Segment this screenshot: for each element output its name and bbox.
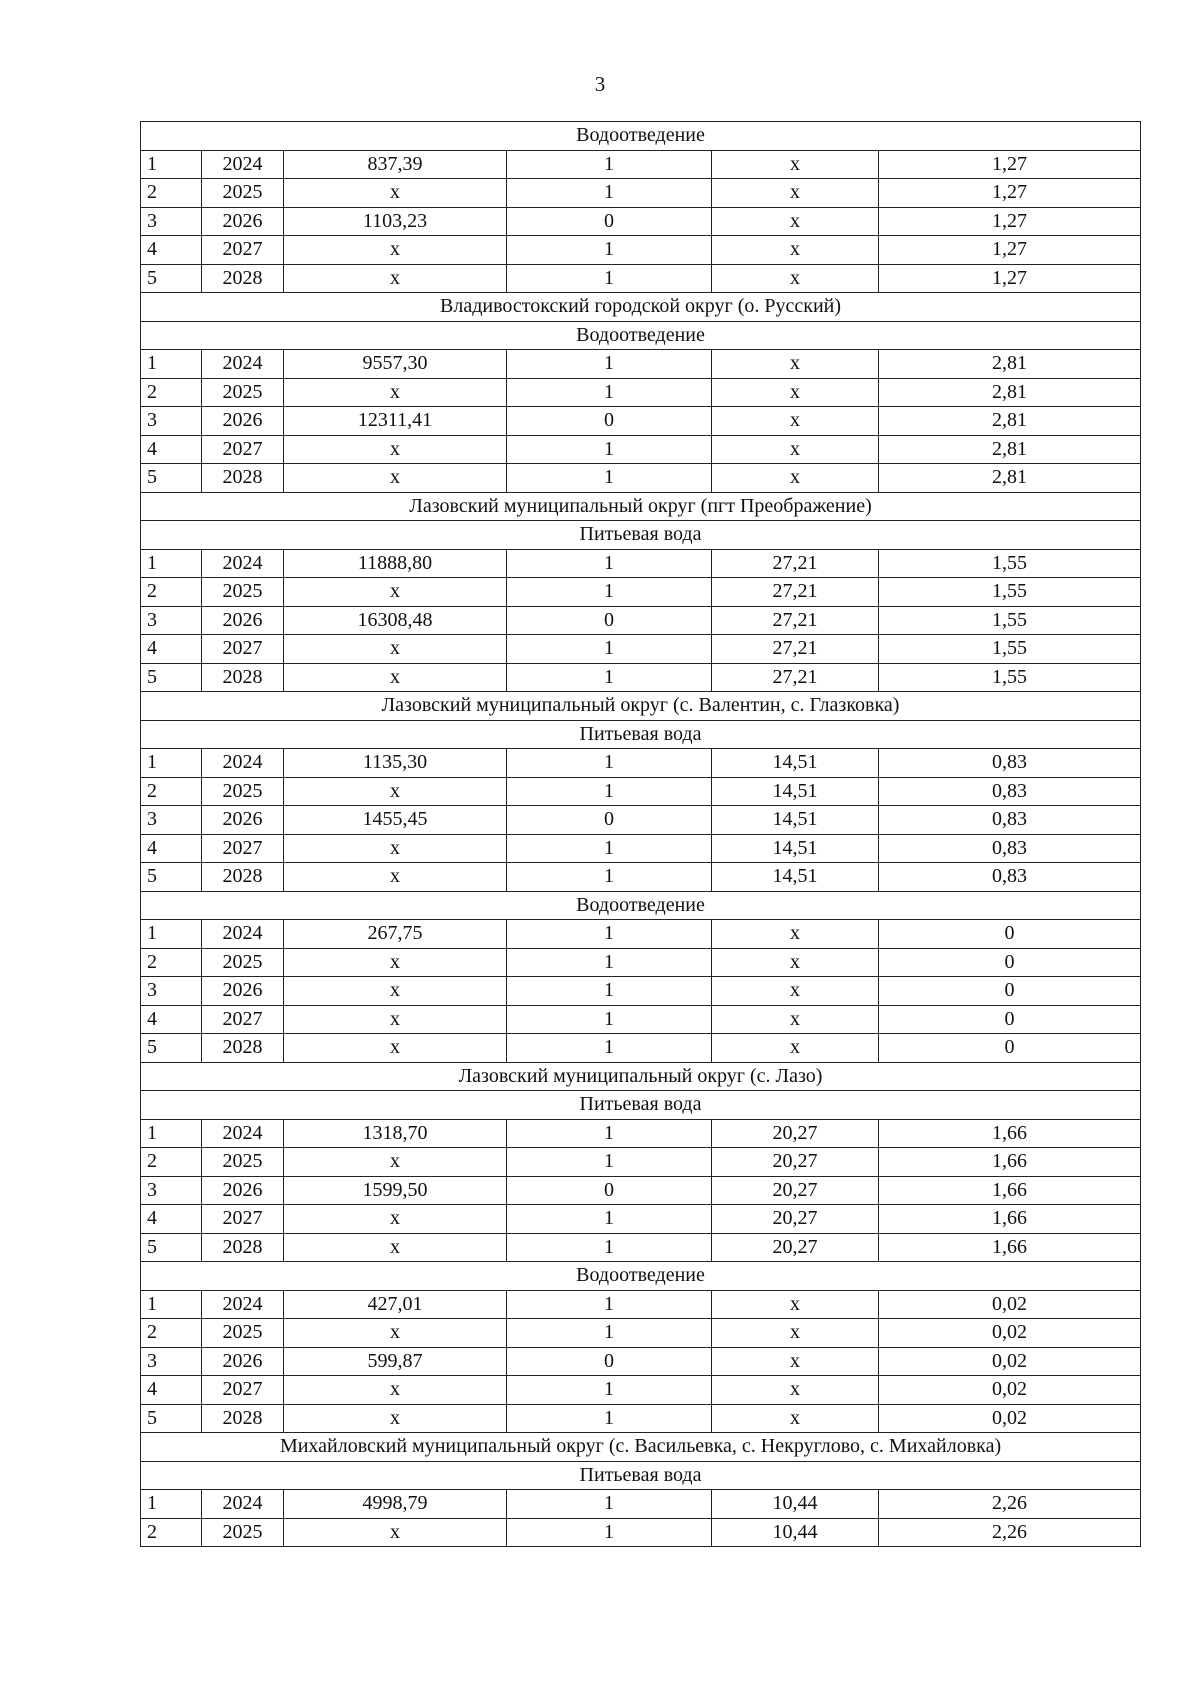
district-title: Лазовский муниципальный округ (с. Лазо) bbox=[141, 1062, 1141, 1091]
table-row bbox=[141, 1290, 1141, 1319]
table-row bbox=[141, 606, 1141, 635]
table-row bbox=[141, 378, 1141, 407]
row-number-cell: 5 bbox=[141, 663, 202, 692]
index-cell: 0,83 bbox=[879, 834, 1141, 863]
coefficient-cell: х bbox=[712, 179, 879, 208]
row-number-cell: 5 bbox=[141, 1233, 202, 1262]
row-number-cell: 2 bbox=[141, 578, 202, 607]
district-title: Лазовский муниципальный округ (пгт Преображение) bbox=[141, 492, 1141, 521]
coefficient-cell: х bbox=[712, 1290, 879, 1319]
service-title: Водоотведение bbox=[141, 1262, 1141, 1291]
service-header-row bbox=[141, 321, 1141, 350]
table-row bbox=[141, 777, 1141, 806]
value-cell: 837,39 bbox=[284, 150, 507, 179]
table-row bbox=[141, 1490, 1141, 1519]
index-cell: 0 bbox=[879, 977, 1141, 1006]
index-cell: 0,02 bbox=[879, 1376, 1141, 1405]
index-cell: 0,83 bbox=[879, 777, 1141, 806]
value-cell: х bbox=[284, 834, 507, 863]
row-number-cell: 5 bbox=[141, 464, 202, 493]
flag-cell: 1 bbox=[507, 378, 712, 407]
year-cell: 2024 bbox=[202, 920, 284, 949]
value-cell: х bbox=[284, 236, 507, 265]
coefficient-cell: х bbox=[712, 1347, 879, 1376]
year-cell: 2025 bbox=[202, 378, 284, 407]
year-cell: 2027 bbox=[202, 236, 284, 265]
year-cell: 2025 bbox=[202, 1319, 284, 1348]
row-number-cell: 5 bbox=[141, 1404, 202, 1433]
table-row bbox=[141, 948, 1141, 977]
row-number-cell: 3 bbox=[141, 606, 202, 635]
table-row bbox=[141, 1404, 1141, 1433]
row-number-cell: 1 bbox=[141, 1490, 202, 1519]
row-number-cell: 1 bbox=[141, 1119, 202, 1148]
index-cell: 0 bbox=[879, 920, 1141, 949]
row-number-cell: 3 bbox=[141, 977, 202, 1006]
value-cell: 12311,41 bbox=[284, 407, 507, 436]
flag-cell: 1 bbox=[507, 663, 712, 692]
year-cell: 2026 bbox=[202, 207, 284, 236]
value-cell: х bbox=[284, 863, 507, 892]
value-cell: 16308,48 bbox=[284, 606, 507, 635]
coefficient-cell: 20,27 bbox=[712, 1233, 879, 1262]
table-row bbox=[141, 663, 1141, 692]
row-number-cell: 1 bbox=[141, 549, 202, 578]
value-cell: х bbox=[284, 1034, 507, 1063]
flag-cell: 0 bbox=[507, 806, 712, 835]
value-cell: х bbox=[284, 977, 507, 1006]
index-cell: 1,27 bbox=[879, 179, 1141, 208]
flag-cell: 1 bbox=[507, 1119, 712, 1148]
index-cell: 0 bbox=[879, 1034, 1141, 1063]
flag-cell: 1 bbox=[507, 1005, 712, 1034]
coefficient-cell: х bbox=[712, 1319, 879, 1348]
coefficient-cell: 10,44 bbox=[712, 1490, 879, 1519]
value-cell: х bbox=[284, 1518, 507, 1547]
row-number-cell: 4 bbox=[141, 1005, 202, 1034]
value-cell: х bbox=[284, 1404, 507, 1433]
row-number-cell: 2 bbox=[141, 948, 202, 977]
row-number-cell: 3 bbox=[141, 1176, 202, 1205]
district-header-row bbox=[141, 1433, 1141, 1462]
table-row bbox=[141, 1376, 1141, 1405]
row-number-cell: 2 bbox=[141, 1319, 202, 1348]
index-cell: 0,02 bbox=[879, 1290, 1141, 1319]
year-cell: 2026 bbox=[202, 977, 284, 1006]
district-header-row bbox=[141, 1062, 1141, 1091]
table-row bbox=[141, 1347, 1141, 1376]
table-row bbox=[141, 1148, 1141, 1177]
year-cell: 2028 bbox=[202, 1404, 284, 1433]
year-cell: 2024 bbox=[202, 549, 284, 578]
value-cell: х bbox=[284, 948, 507, 977]
table-row bbox=[141, 1319, 1141, 1348]
value-cell: 1455,45 bbox=[284, 806, 507, 835]
row-number-cell: 4 bbox=[141, 236, 202, 265]
coefficient-cell: х bbox=[712, 378, 879, 407]
district-title: Михайловский муниципальный округ (с. Васильевка, с. Некруглово, с. Михайловка) bbox=[141, 1433, 1141, 1462]
coefficient-cell: х bbox=[712, 1376, 879, 1405]
table-row bbox=[141, 207, 1141, 236]
coefficient-cell: х bbox=[712, 236, 879, 265]
index-cell: 1,55 bbox=[879, 663, 1141, 692]
year-cell: 2026 bbox=[202, 606, 284, 635]
value-cell: 4998,79 bbox=[284, 1490, 507, 1519]
flag-cell: 0 bbox=[507, 1347, 712, 1376]
year-cell: 2025 bbox=[202, 1148, 284, 1177]
flag-cell: 1 bbox=[507, 749, 712, 778]
coefficient-cell: х bbox=[712, 948, 879, 977]
coefficient-cell: х bbox=[712, 977, 879, 1006]
row-number-cell: 2 bbox=[141, 378, 202, 407]
value-cell: х bbox=[284, 777, 507, 806]
index-cell: 0,02 bbox=[879, 1347, 1141, 1376]
year-cell: 2026 bbox=[202, 806, 284, 835]
service-header-row bbox=[141, 1461, 1141, 1490]
service-header-row bbox=[141, 1091, 1141, 1120]
table-row bbox=[141, 920, 1141, 949]
table-row bbox=[141, 350, 1141, 379]
coefficient-cell: х bbox=[712, 1005, 879, 1034]
service-title: Водоотведение bbox=[141, 321, 1141, 350]
flag-cell: 1 bbox=[507, 1205, 712, 1234]
table-row bbox=[141, 1119, 1141, 1148]
index-cell: 2,26 bbox=[879, 1490, 1141, 1519]
row-number-cell: 4 bbox=[141, 635, 202, 664]
year-cell: 2024 bbox=[202, 350, 284, 379]
year-cell: 2027 bbox=[202, 635, 284, 664]
year-cell: 2026 bbox=[202, 1176, 284, 1205]
value-cell: 1135,30 bbox=[284, 749, 507, 778]
index-cell: 1,27 bbox=[879, 207, 1141, 236]
year-cell: 2027 bbox=[202, 834, 284, 863]
coefficient-cell: 20,27 bbox=[712, 1176, 879, 1205]
flag-cell: 1 bbox=[507, 1376, 712, 1405]
flag-cell: 0 bbox=[507, 606, 712, 635]
table-row bbox=[141, 464, 1141, 493]
year-cell: 2025 bbox=[202, 777, 284, 806]
row-number-cell: 1 bbox=[141, 1290, 202, 1319]
coefficient-cell: х bbox=[712, 350, 879, 379]
district-header-row bbox=[141, 492, 1141, 521]
value-cell: 1318,70 bbox=[284, 1119, 507, 1148]
row-number-cell: 3 bbox=[141, 1347, 202, 1376]
flag-cell: 1 bbox=[507, 948, 712, 977]
coefficient-cell: 20,27 bbox=[712, 1119, 879, 1148]
value-cell: х bbox=[284, 1319, 507, 1348]
coefficient-cell: 27,21 bbox=[712, 635, 879, 664]
value-cell: 427,01 bbox=[284, 1290, 507, 1319]
flag-cell: 1 bbox=[507, 635, 712, 664]
service-header-row bbox=[141, 122, 1141, 151]
coefficient-cell: х bbox=[712, 1034, 879, 1063]
value-cell: х bbox=[284, 635, 507, 664]
page-number: 3 bbox=[594, 72, 606, 96]
flag-cell: 0 bbox=[507, 407, 712, 436]
index-cell: 1,66 bbox=[879, 1148, 1141, 1177]
coefficient-cell: х bbox=[712, 150, 879, 179]
flag-cell: 1 bbox=[507, 549, 712, 578]
flag-cell: 0 bbox=[507, 207, 712, 236]
table-row bbox=[141, 578, 1141, 607]
coefficient-cell: х bbox=[712, 435, 879, 464]
coefficient-cell: х bbox=[712, 1404, 879, 1433]
coefficient-cell: 27,21 bbox=[712, 606, 879, 635]
row-number-cell: 4 bbox=[141, 1376, 202, 1405]
district-header-row bbox=[141, 293, 1141, 322]
index-cell: 2,81 bbox=[879, 407, 1141, 436]
coefficient-cell: 27,21 bbox=[712, 549, 879, 578]
index-cell: 1,27 bbox=[879, 236, 1141, 265]
flag-cell: 1 bbox=[507, 1319, 712, 1348]
table-row bbox=[141, 150, 1141, 179]
table-row bbox=[141, 179, 1141, 208]
coefficient-cell: х bbox=[712, 920, 879, 949]
row-number-cell: 1 bbox=[141, 350, 202, 379]
value-cell: х bbox=[284, 1005, 507, 1034]
service-title: Водоотведение bbox=[141, 122, 1141, 151]
flag-cell: 1 bbox=[507, 1233, 712, 1262]
table-row bbox=[141, 1518, 1141, 1547]
table-row bbox=[141, 1205, 1141, 1234]
row-number-cell: 3 bbox=[141, 407, 202, 436]
flag-cell: 1 bbox=[507, 1404, 712, 1433]
table-row bbox=[141, 977, 1141, 1006]
flag-cell: 1 bbox=[507, 1518, 712, 1547]
index-cell: 2,81 bbox=[879, 435, 1141, 464]
index-cell: 1,27 bbox=[879, 150, 1141, 179]
flag-cell: 1 bbox=[507, 578, 712, 607]
row-number-cell: 3 bbox=[141, 207, 202, 236]
flag-cell: 1 bbox=[507, 179, 712, 208]
coefficient-cell: х bbox=[712, 464, 879, 493]
table-row bbox=[141, 749, 1141, 778]
year-cell: 2024 bbox=[202, 150, 284, 179]
service-header-row bbox=[141, 891, 1141, 920]
value-cell: х bbox=[284, 1233, 507, 1262]
row-number-cell: 1 bbox=[141, 920, 202, 949]
row-number-cell: 4 bbox=[141, 834, 202, 863]
year-cell: 2028 bbox=[202, 1233, 284, 1262]
table-row bbox=[141, 1233, 1141, 1262]
index-cell: 1,66 bbox=[879, 1233, 1141, 1262]
table-row bbox=[141, 635, 1141, 664]
index-cell: 1,27 bbox=[879, 264, 1141, 293]
year-cell: 2026 bbox=[202, 407, 284, 436]
table-row bbox=[141, 863, 1141, 892]
index-cell: 2,81 bbox=[879, 350, 1141, 379]
index-cell: 0,83 bbox=[879, 749, 1141, 778]
row-number-cell: 4 bbox=[141, 435, 202, 464]
flag-cell: 1 bbox=[507, 863, 712, 892]
table-row bbox=[141, 1034, 1141, 1063]
coefficient-cell: 14,51 bbox=[712, 777, 879, 806]
year-cell: 2025 bbox=[202, 578, 284, 607]
coefficient-cell: 14,51 bbox=[712, 806, 879, 835]
index-cell: 1,55 bbox=[879, 549, 1141, 578]
flag-cell: 1 bbox=[507, 777, 712, 806]
coefficient-cell: х bbox=[712, 407, 879, 436]
value-cell: 9557,30 bbox=[284, 350, 507, 379]
year-cell: 2028 bbox=[202, 464, 284, 493]
year-cell: 2024 bbox=[202, 1490, 284, 1519]
index-cell: 0,83 bbox=[879, 806, 1141, 835]
flag-cell: 1 bbox=[507, 1290, 712, 1319]
year-cell: 2025 bbox=[202, 1518, 284, 1547]
flag-cell: 1 bbox=[507, 834, 712, 863]
year-cell: 2028 bbox=[202, 264, 284, 293]
flag-cell: 1 bbox=[507, 435, 712, 464]
value-cell: 267,75 bbox=[284, 920, 507, 949]
service-title: Питьевая вода bbox=[141, 521, 1141, 550]
row-number-cell: 2 bbox=[141, 179, 202, 208]
year-cell: 2027 bbox=[202, 435, 284, 464]
row-number-cell: 3 bbox=[141, 806, 202, 835]
table-row bbox=[141, 407, 1141, 436]
index-cell: 1,55 bbox=[879, 578, 1141, 607]
service-title: Питьевая вода bbox=[141, 1091, 1141, 1120]
row-number-cell: 2 bbox=[141, 1148, 202, 1177]
value-cell: 11888,80 bbox=[284, 549, 507, 578]
year-cell: 2025 bbox=[202, 179, 284, 208]
service-header-row bbox=[141, 1262, 1141, 1291]
service-header-row bbox=[141, 521, 1141, 550]
index-cell: 2,26 bbox=[879, 1518, 1141, 1547]
flag-cell: 1 bbox=[507, 264, 712, 293]
year-cell: 2028 bbox=[202, 863, 284, 892]
year-cell: 2027 bbox=[202, 1005, 284, 1034]
flag-cell: 1 bbox=[507, 1034, 712, 1063]
index-cell: 1,55 bbox=[879, 606, 1141, 635]
value-cell: 1599,50 bbox=[284, 1176, 507, 1205]
flag-cell: 1 bbox=[507, 236, 712, 265]
row-number-cell: 5 bbox=[141, 863, 202, 892]
index-cell: 0,83 bbox=[879, 863, 1141, 892]
row-number-cell: 2 bbox=[141, 777, 202, 806]
index-cell: 1,66 bbox=[879, 1205, 1141, 1234]
table-row bbox=[141, 549, 1141, 578]
index-cell: 1,66 bbox=[879, 1119, 1141, 1148]
table-row bbox=[141, 1176, 1141, 1205]
service-header-row bbox=[141, 720, 1141, 749]
value-cell: х bbox=[284, 179, 507, 208]
row-number-cell: 5 bbox=[141, 1034, 202, 1063]
row-number-cell: 5 bbox=[141, 264, 202, 293]
flag-cell: 1 bbox=[507, 150, 712, 179]
row-number-cell: 4 bbox=[141, 1205, 202, 1234]
row-number-cell: 1 bbox=[141, 150, 202, 179]
flag-cell: 1 bbox=[507, 464, 712, 493]
index-cell: 0,02 bbox=[879, 1319, 1141, 1348]
coefficient-cell: х bbox=[712, 264, 879, 293]
index-cell: 0,02 bbox=[879, 1404, 1141, 1433]
coefficient-cell: 20,27 bbox=[712, 1205, 879, 1234]
value-cell: х bbox=[284, 264, 507, 293]
table-row bbox=[141, 1005, 1141, 1034]
value-cell: х bbox=[284, 464, 507, 493]
service-title: Питьевая вода bbox=[141, 1461, 1141, 1490]
service-title: Водоотведение bbox=[141, 891, 1141, 920]
value-cell: х bbox=[284, 1148, 507, 1177]
index-cell: 0 bbox=[879, 1005, 1141, 1034]
tariff-table bbox=[140, 121, 1141, 1547]
district-title: Лазовский муниципальный округ (с. Валентин, с. Глазковка) bbox=[141, 692, 1141, 721]
table-row bbox=[141, 435, 1141, 464]
year-cell: 2027 bbox=[202, 1376, 284, 1405]
flag-cell: 1 bbox=[507, 920, 712, 949]
service-title: Питьевая вода bbox=[141, 720, 1141, 749]
year-cell: 2026 bbox=[202, 1347, 284, 1376]
flag-cell: 1 bbox=[507, 350, 712, 379]
coefficient-cell: 14,51 bbox=[712, 863, 879, 892]
table-row bbox=[141, 806, 1141, 835]
coefficient-cell: 10,44 bbox=[712, 1518, 879, 1547]
row-number-cell: 1 bbox=[141, 749, 202, 778]
district-title: Владивостокский городской округ (о. Русский) bbox=[141, 293, 1141, 322]
value-cell: х bbox=[284, 378, 507, 407]
index-cell: 2,81 bbox=[879, 378, 1141, 407]
flag-cell: 0 bbox=[507, 1176, 712, 1205]
value-cell: х bbox=[284, 1205, 507, 1234]
index-cell: 2,81 bbox=[879, 464, 1141, 493]
value-cell: х bbox=[284, 578, 507, 607]
year-cell: 2025 bbox=[202, 948, 284, 977]
value-cell: 1103,23 bbox=[284, 207, 507, 236]
value-cell: х bbox=[284, 663, 507, 692]
district-header-row bbox=[141, 692, 1141, 721]
year-cell: 2027 bbox=[202, 1205, 284, 1234]
index-cell: 0 bbox=[879, 948, 1141, 977]
coefficient-cell: 27,21 bbox=[712, 663, 879, 692]
coefficient-cell: 27,21 bbox=[712, 578, 879, 607]
year-cell: 2024 bbox=[202, 749, 284, 778]
flag-cell: 1 bbox=[507, 977, 712, 1006]
flag-cell: 1 bbox=[507, 1148, 712, 1177]
row-number-cell: 2 bbox=[141, 1518, 202, 1547]
value-cell: 599,87 bbox=[284, 1347, 507, 1376]
year-cell: 2028 bbox=[202, 663, 284, 692]
table-row bbox=[141, 834, 1141, 863]
value-cell: х bbox=[284, 435, 507, 464]
index-cell: 1,66 bbox=[879, 1176, 1141, 1205]
coefficient-cell: 14,51 bbox=[712, 834, 879, 863]
value-cell: х bbox=[284, 1376, 507, 1405]
tariff-table-body bbox=[141, 122, 1141, 1547]
table-row bbox=[141, 236, 1141, 265]
table-row bbox=[141, 264, 1141, 293]
year-cell: 2024 bbox=[202, 1119, 284, 1148]
coefficient-cell: 14,51 bbox=[712, 749, 879, 778]
year-cell: 2024 bbox=[202, 1290, 284, 1319]
year-cell: 2028 bbox=[202, 1034, 284, 1063]
coefficient-cell: 20,27 bbox=[712, 1148, 879, 1177]
flag-cell: 1 bbox=[507, 1490, 712, 1519]
index-cell: 1,55 bbox=[879, 635, 1141, 664]
coefficient-cell: х bbox=[712, 207, 879, 236]
